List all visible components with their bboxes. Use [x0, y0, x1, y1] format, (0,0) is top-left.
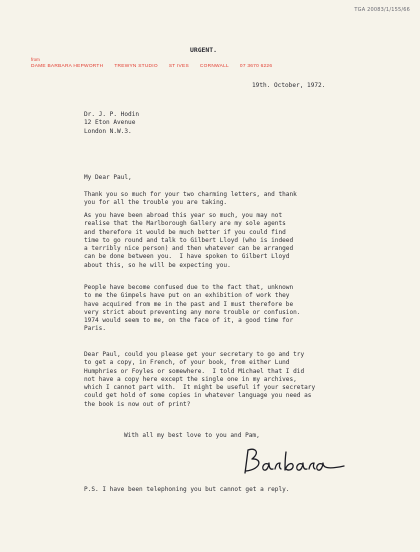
paragraph-1	[84, 191, 297, 208]
letterhead-studio: TREWYN STUDIO	[114, 64, 158, 69]
closing-line: With all my best love to you and Pam,	[124, 432, 260, 439]
body-line: very strict about preventing any more trouble or confusion.	[84, 308, 301, 316]
body-line: Humphries or Foyles or somewhere. I told Michael that I did	[84, 367, 305, 375]
body-line: Thank you so much for your two charming letters, and thank	[84, 191, 297, 198]
body-line: and therefore it would be much better if you could find	[84, 228, 286, 236]
postscript: P.S. I have been telephoning you but cannot get a reply.	[84, 486, 290, 493]
recipient-address	[84, 111, 139, 136]
body-line: could get hold of some copies in whatever language you need as	[84, 392, 312, 400]
address-line: London N.W.3.	[84, 127, 132, 135]
paragraph-3	[84, 284, 300, 334]
paragraph-4	[84, 351, 315, 409]
body-line: realise that the Marlborough Gallery are my sole agents	[84, 220, 286, 228]
address-line: Dr. J. P. Hodin	[84, 111, 140, 118]
letterhead	[31, 63, 397, 71]
handwritten-signature	[240, 444, 350, 478]
body-line: which I cannot part with. It might be useful if your secretary	[84, 384, 316, 392]
letterhead-county: CORNWALL	[199, 64, 229, 69]
archive-reference: TGA 20083/1/155/66	[354, 7, 410, 13]
body-line: As you have been abroad this year so much, you may not	[84, 212, 283, 219]
body-line: Paris.	[84, 325, 107, 333]
address-line: 12 Eton Avenue	[84, 119, 136, 127]
letterhead-name: DAME BARBARA HEPWORTH	[31, 64, 104, 69]
body-line: have acquired from me in the past and I must therefore be	[84, 300, 294, 308]
body-line: People have become confused due to the fact that, unknown	[84, 284, 294, 291]
body-line: to get a copy, in French, of your book, from either Lund	[84, 359, 290, 367]
body-line: you for all the trouble you are taking.	[84, 199, 228, 207]
body-line: to me the Gimpels have put on an exhibition of work they	[84, 292, 290, 300]
letter-date: 19th. October, 1972.	[252, 82, 326, 89]
body-line: time to go round and talk to Gilbert Lloyd (who is indeed	[84, 236, 294, 244]
body-line: about this, so he will be expecting you.	[84, 261, 231, 269]
letterhead-phone: 07 3670 6226	[239, 64, 273, 69]
letterhead-town: ST IVES	[168, 64, 189, 69]
body-line: the book is now out of print?	[84, 400, 191, 408]
urgent-heading: URGENT.	[190, 46, 217, 54]
paragraph-2	[84, 212, 293, 270]
letterhead-from-label: from	[31, 57, 40, 62]
salutation: My Dear Paul,	[84, 174, 132, 181]
body-line: not have a copy here except the single one in my archives,	[84, 375, 297, 383]
body-line: can be done between you. I have spoken to Gilbert Lloyd	[84, 253, 290, 261]
body-line: 1974 would seem to me, on the face of it, a good time for	[84, 317, 294, 325]
body-line: Dear Paul, could you please get your secretary to go and try	[84, 351, 305, 358]
body-line: a terribly nice person) and then whatever can be arranged	[84, 245, 294, 253]
